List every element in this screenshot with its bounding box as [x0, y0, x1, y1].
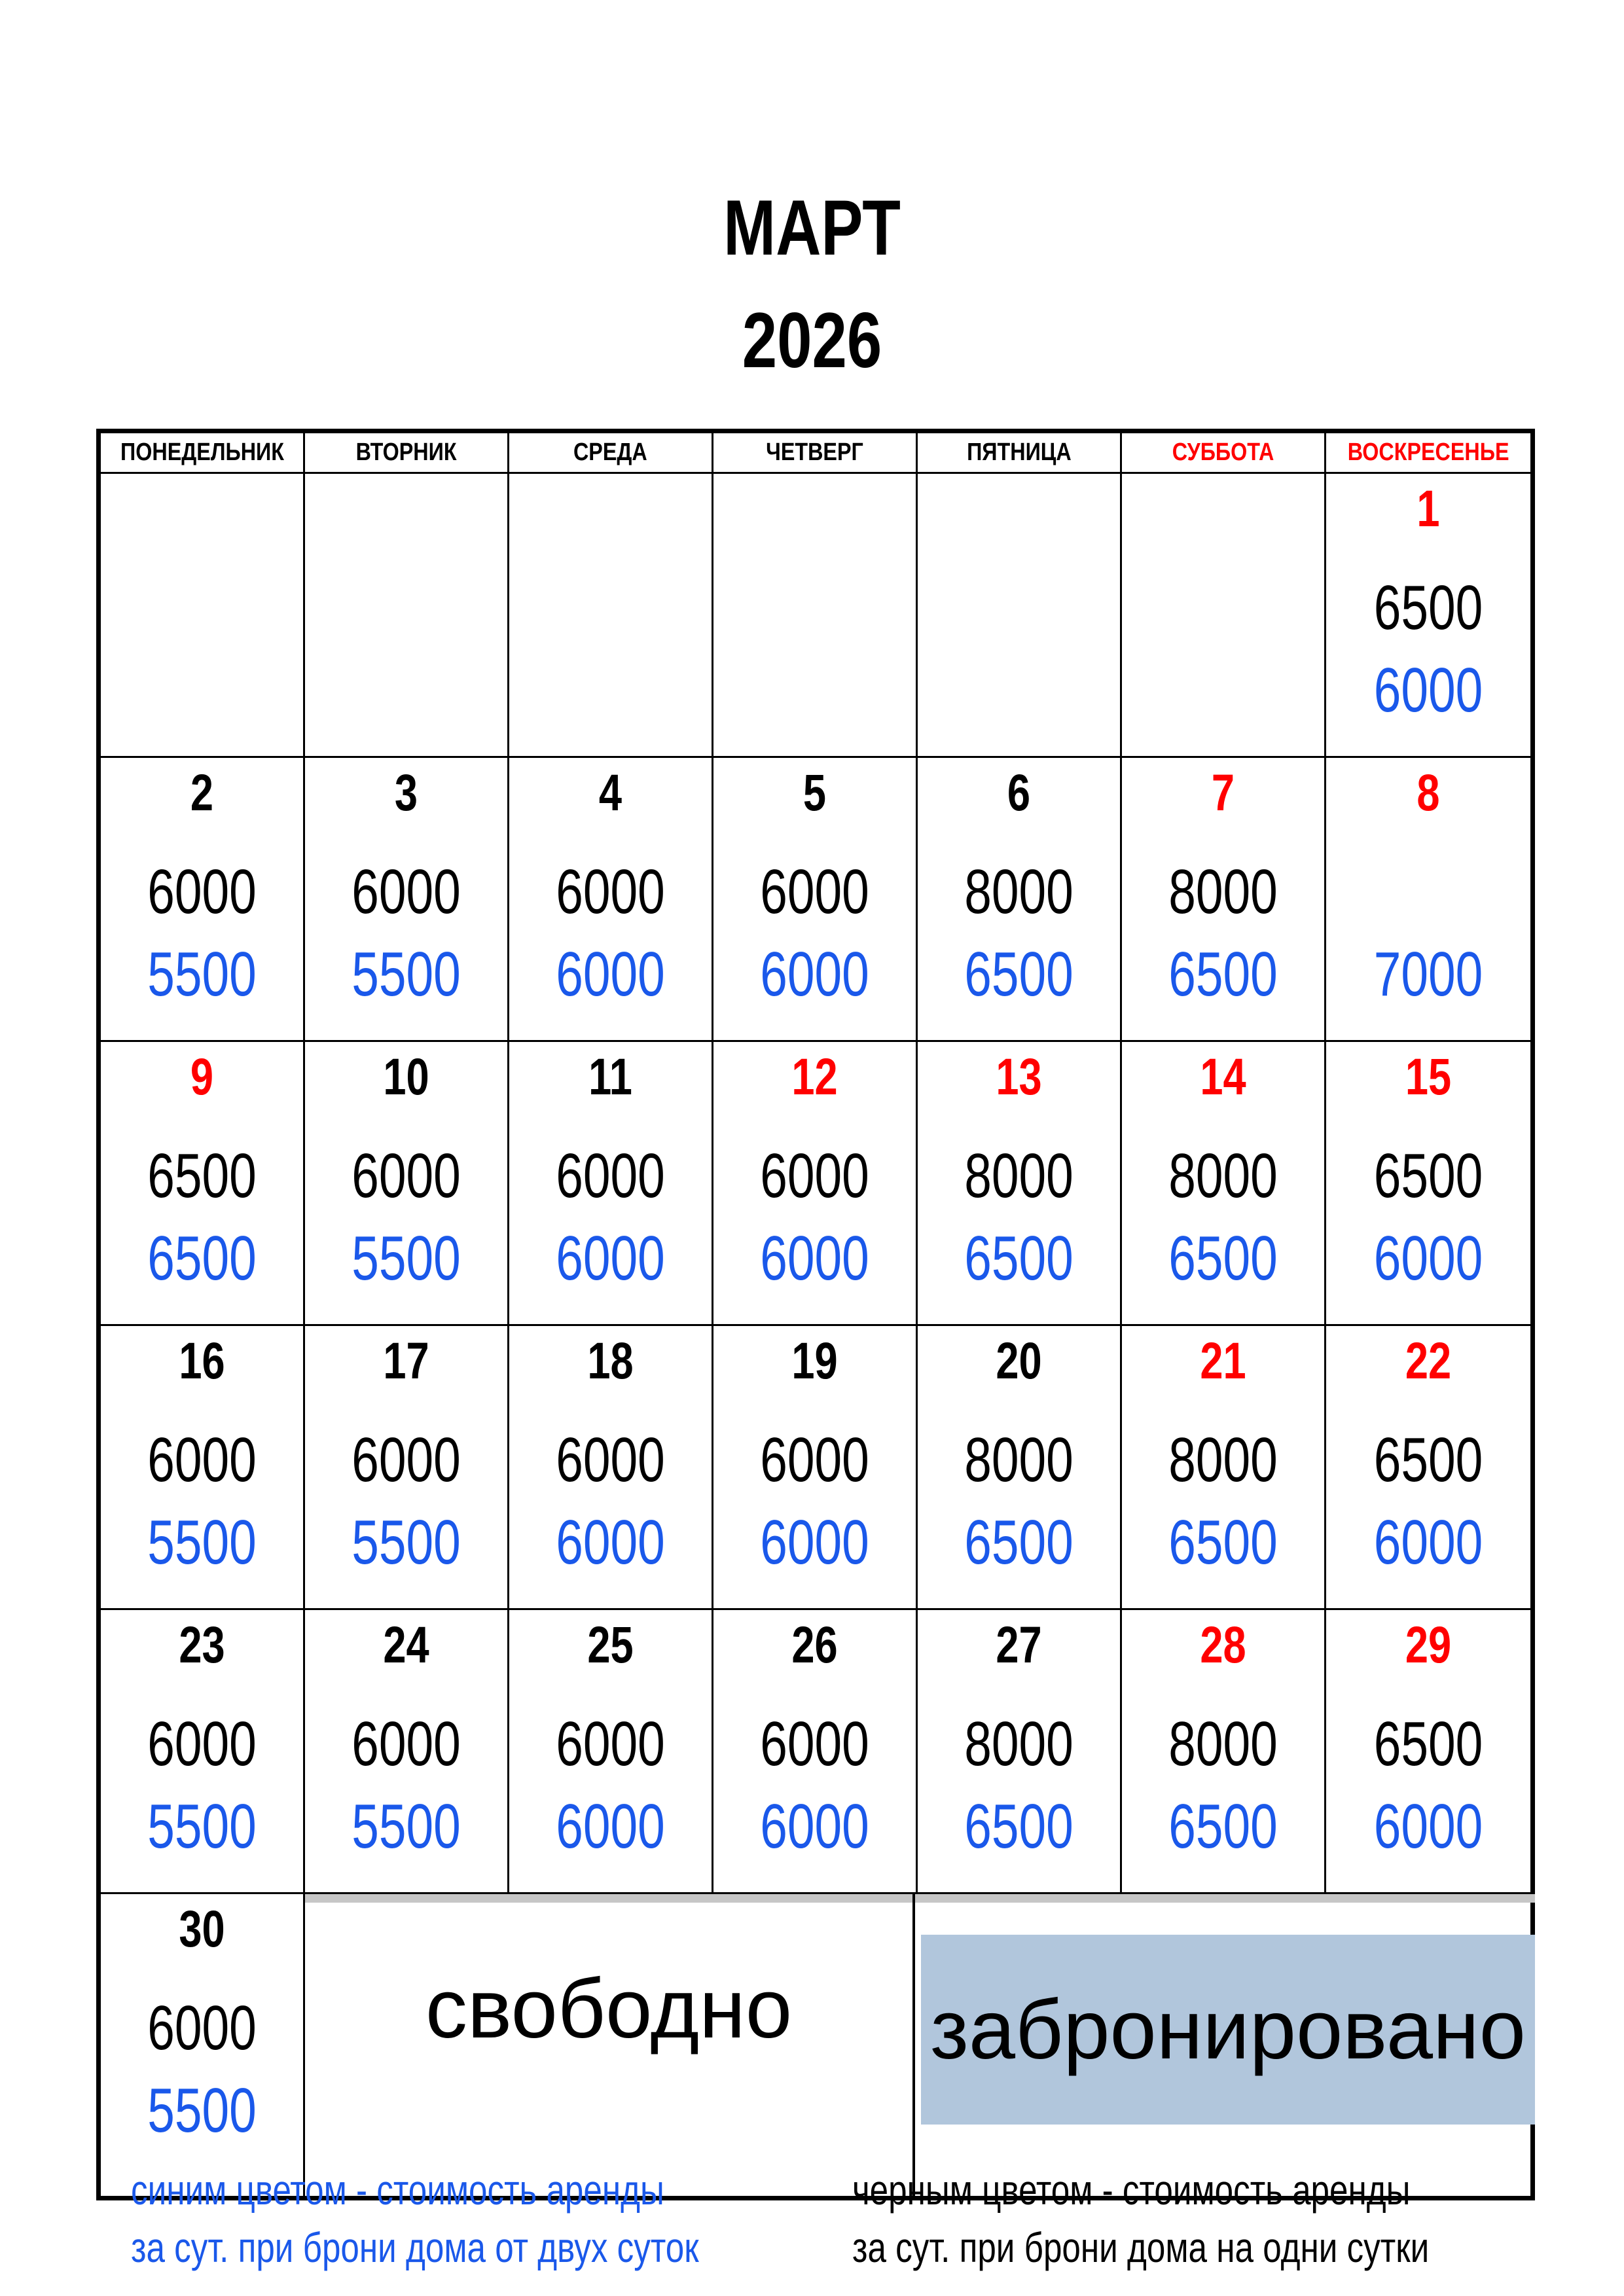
day-cell [713, 758, 918, 1042]
price-single-night: 8000 [1168, 857, 1278, 927]
day-cell [305, 1610, 509, 1894]
price-multi-night: 5500 [147, 2075, 257, 2145]
weekday-header [305, 433, 509, 474]
price-multi-night: 6500 [1168, 939, 1278, 1009]
day-number: 22 [1405, 1331, 1452, 1390]
year-title: 2026 [742, 296, 882, 384]
price-multi-night: 6000 [1373, 1791, 1483, 1861]
day-number: 11 [588, 1047, 632, 1105]
free-label: свободно [425, 1962, 792, 2056]
price-multi-night: 5500 [352, 939, 461, 1009]
empty-day-cell [918, 474, 1122, 758]
weekday-header [713, 433, 918, 474]
empty-day-cell [509, 474, 713, 758]
day-cell [509, 1042, 713, 1326]
price-multi-night: 6500 [147, 1223, 257, 1293]
day-number: 10 [383, 1047, 429, 1105]
day-number: 21 [1200, 1331, 1246, 1390]
free-box [305, 1894, 915, 2196]
price-single-night: 6500 [1373, 1141, 1483, 1211]
day-number: 12 [791, 1047, 838, 1105]
price-single-night: 6000 [556, 857, 665, 927]
legend-blue-note-line1: синим цветом - стоимость аренды [131, 2166, 664, 2214]
calendar-table [96, 429, 1535, 2200]
price-multi-night: 6000 [760, 1791, 869, 1861]
calendar-grid [101, 433, 1530, 2196]
weekday-header-label: ПОНЕДЕЛЬНИК [120, 439, 284, 466]
day-number: 18 [587, 1331, 634, 1390]
price-single-night: 8000 [1168, 1425, 1278, 1495]
day-cell [713, 1326, 918, 1610]
day-cell [509, 758, 713, 1042]
day-number: 30 [179, 1899, 225, 1958]
weekday-header-label: ЧЕТВЕРГ [766, 439, 863, 466]
price-single-night: 8000 [964, 857, 1074, 927]
day-cell [1326, 758, 1530, 1042]
weekday-header-label: ВОСКРЕСЕНЬЕ [1347, 439, 1509, 466]
day-number: 27 [996, 1615, 1042, 1674]
day-number: 6 [1007, 763, 1031, 821]
weekday-header-label: СУББОТА [1172, 439, 1274, 466]
day-number: 1 [1416, 479, 1440, 537]
price-single-night: 8000 [1168, 1141, 1278, 1211]
booked-box [921, 1935, 1535, 2125]
day-number: 23 [179, 1615, 225, 1674]
empty-day-cell [713, 474, 918, 758]
price-multi-night: 6000 [760, 1223, 869, 1293]
day-cell [305, 758, 509, 1042]
price-single-night: 6000 [760, 1141, 869, 1211]
day-cell [1326, 1610, 1530, 1894]
day-cell [1326, 1042, 1530, 1326]
day-number: 7 [1211, 763, 1235, 821]
price-single-night: 6000 [556, 1141, 665, 1211]
price-single-night: 6000 [352, 857, 461, 927]
day-cell [1122, 1326, 1326, 1610]
day-number: 25 [587, 1615, 634, 1674]
day-cell [509, 1326, 713, 1610]
price-multi-night: 5500 [352, 1507, 461, 1577]
price-multi-night: 6000 [556, 939, 665, 1009]
day-cell [1326, 474, 1530, 758]
price-multi-night: 5500 [147, 939, 257, 1009]
month-title: МАРТ [723, 184, 901, 272]
day-number: 8 [1416, 763, 1440, 821]
legend-black-note-line2: за сут. при брони дома на одни сутки [852, 2224, 1430, 2271]
price-single-night: 6000 [556, 1425, 665, 1495]
price-single-night: 6000 [352, 1141, 461, 1211]
price-single-night: 8000 [964, 1425, 1074, 1495]
price-multi-night: 6000 [1373, 1507, 1483, 1577]
day-number: 14 [1200, 1047, 1246, 1105]
legend-black-note-line1: черным цветом - стоимость аренды [852, 2166, 1411, 2214]
day-cell [101, 1042, 305, 1326]
price-multi-night: 6000 [1373, 655, 1483, 725]
weekday-header [918, 433, 1122, 474]
weekday-header-label: ВТОРНИК [355, 439, 457, 466]
legend-blue-note [131, 2161, 699, 2276]
price-multi-night: 5500 [352, 1223, 461, 1293]
day-number: 29 [1405, 1615, 1452, 1674]
legend-area [305, 1894, 1530, 2196]
day-cell [918, 1326, 1122, 1610]
day-number: 3 [394, 763, 418, 821]
price-single-night: 6000 [556, 1709, 665, 1779]
price-single-night: 6500 [147, 1141, 257, 1211]
price-single-night: 6500 [1373, 1709, 1483, 1779]
price-multi-night: 6500 [1168, 1223, 1278, 1293]
day-cell [713, 1042, 918, 1326]
day-cell [101, 1610, 305, 1894]
price-multi-night: 6000 [556, 1507, 665, 1577]
day-cell [509, 1610, 713, 1894]
day-number: 20 [996, 1331, 1042, 1390]
day-number: 5 [803, 763, 827, 821]
day-number: 9 [190, 1047, 214, 1105]
price-single-night: 6000 [760, 1709, 869, 1779]
day-cell [101, 1894, 305, 2196]
page-title [0, 171, 1624, 397]
price-multi-night: 6000 [760, 1507, 869, 1577]
price-multi-night: 5500 [147, 1507, 257, 1577]
price-single-night: 6000 [760, 857, 869, 927]
price-multi-night: 6500 [1168, 1791, 1278, 1861]
day-cell [713, 1610, 918, 1894]
price-single-night: 6500 [1373, 573, 1483, 643]
day-cell [918, 1042, 1122, 1326]
price-single-night: 6000 [147, 857, 257, 927]
day-cell [918, 758, 1122, 1042]
weekday-header-label: СРЕДА [573, 439, 647, 466]
price-multi-night: 6500 [964, 1223, 1074, 1293]
weekday-header [1326, 433, 1530, 474]
day-cell [918, 1610, 1122, 1894]
price-multi-night: 6000 [1373, 1223, 1483, 1293]
price-single-night: 6000 [147, 1425, 257, 1495]
price-single-night: 6000 [147, 1709, 257, 1779]
price-multi-night: 7000 [1373, 939, 1483, 1009]
day-number: 4 [598, 763, 623, 821]
day-cell [101, 758, 305, 1042]
price-single-night: 6000 [760, 1425, 869, 1495]
empty-day-cell [101, 474, 305, 758]
day-cell [305, 1326, 509, 1610]
price-single-night: 6000 [352, 1709, 461, 1779]
price-single-night: 6500 [1373, 1425, 1483, 1495]
day-cell [1122, 1042, 1326, 1326]
day-cell [1122, 1610, 1326, 1894]
weekday-header-label: ПЯТНИЦА [966, 439, 1072, 466]
price-single-night: 6000 [147, 1993, 257, 2063]
price-multi-night: 5500 [147, 1791, 257, 1861]
day-number: 2 [190, 763, 214, 821]
empty-day-cell [305, 474, 509, 758]
price-multi-night: 6000 [556, 1223, 665, 1293]
price-single-night: 8000 [964, 1141, 1074, 1211]
legend-black-note [852, 2161, 1429, 2276]
day-cell [101, 1326, 305, 1610]
day-number: 17 [383, 1331, 429, 1390]
booked-label: забронировано [930, 1982, 1526, 2077]
day-number: 15 [1405, 1047, 1452, 1105]
day-number: 28 [1200, 1615, 1246, 1674]
price-multi-night: 6000 [760, 939, 869, 1009]
day-number: 24 [383, 1615, 429, 1674]
empty-day-cell [1122, 474, 1326, 758]
price-single-night: 6000 [352, 1425, 461, 1495]
day-number: 26 [791, 1615, 838, 1674]
day-cell [305, 1042, 509, 1326]
price-multi-night: 6500 [964, 939, 1074, 1009]
day-number: 16 [179, 1331, 225, 1390]
day-cell [1122, 758, 1326, 1042]
price-multi-night: 5500 [352, 1791, 461, 1861]
price-multi-night: 6500 [964, 1791, 1074, 1861]
day-number: 19 [791, 1331, 838, 1390]
price-multi-night: 6000 [556, 1791, 665, 1861]
weekday-header [1122, 433, 1326, 474]
price-single-night: 8000 [964, 1709, 1074, 1779]
weekday-header [509, 433, 713, 474]
day-number: 13 [996, 1047, 1042, 1105]
day-cell [1326, 1326, 1530, 1610]
price-multi-night: 6500 [964, 1507, 1074, 1577]
legend-blue-note-line2: за сут. при брони дома от двух суток [131, 2224, 699, 2271]
weekday-header [101, 433, 305, 474]
price-multi-night: 6500 [1168, 1507, 1278, 1577]
price-single-night: 8000 [1168, 1709, 1278, 1779]
